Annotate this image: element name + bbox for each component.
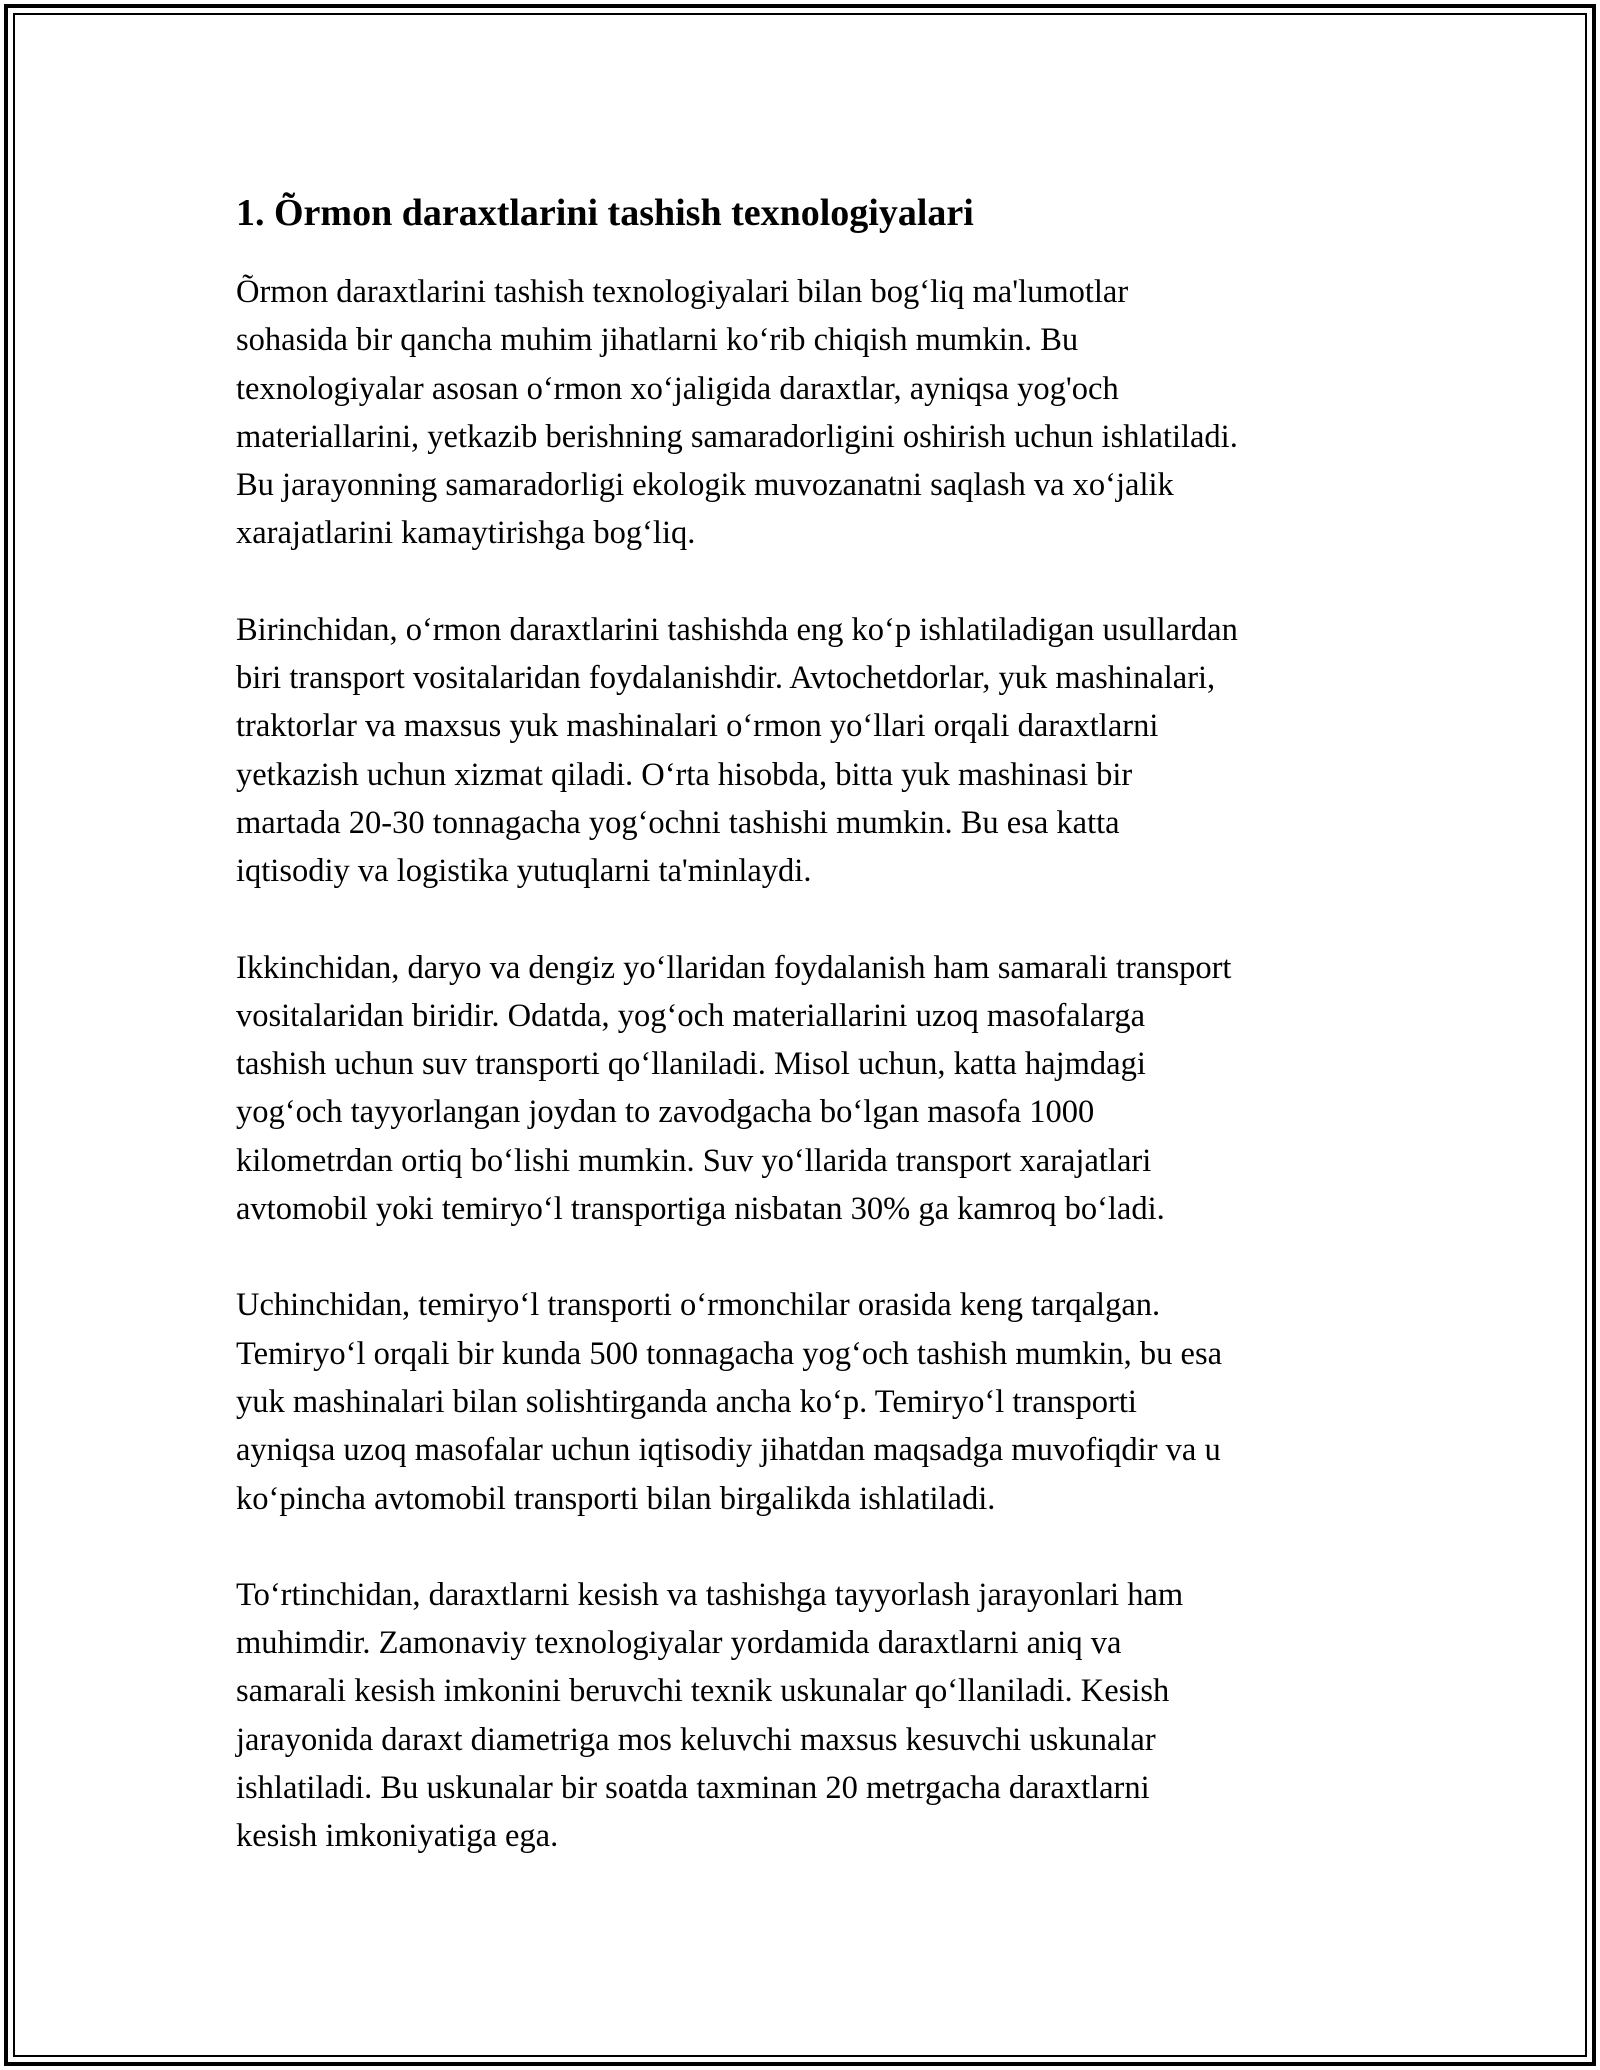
text-line: sohasida bir qancha muhim jihatlarni ko‘rib chiqish mumkin. Bu [236, 322, 1079, 359]
text-line: Temiryo‘l orqali bir kunda 500 tonnagacha yog‘och tashish mumkin, bu esa [236, 1335, 1223, 1372]
text-line: iqtisodiy va logistika yutuqlarni ta'minlaydi. [236, 853, 812, 890]
document-body [236, 188, 1396, 1909]
text-line: ko‘pincha avtomobil transporti bilan birgalikda ishlatiladi. [236, 1480, 996, 1517]
text-line: yetkazish uchun xizmat qiladi. O‘rta hisobda, bitta yuk mashinasi bir [236, 756, 1133, 793]
text-line: kilometrdan ortiq bo‘lishi mumkin. Suv yo‘llarida transport xarajatlari [236, 1142, 1152, 1179]
text-line: Ikkinchidan, daryo va dengiz yo‘llaridan foydalanish ham samarali transport [236, 949, 1232, 986]
paragraph-first [236, 606, 1396, 896]
text-line: To‘rtinchidan, daraxtlarni kesish va tashishga tayyorlash jarayonlari ham [236, 1576, 1184, 1613]
text-line: Bu jarayonning samaradorligi ekologik muvozanatni saqlash va xo‘jalik [236, 467, 1174, 504]
text-line: muhimdir. Zamonaviy texnologiyalar yordamida daraxtlarni aniq va [236, 1625, 1122, 1662]
text-line: traktorlar va maxsus yuk mashinalari o‘rmon yo‘llari orqali daraxtlarni [236, 708, 1159, 745]
page-title: 1. Õrmon daraxtlarini tashish texnologiyalari [236, 192, 974, 234]
text-line: Õrmon daraxtlarini tashish texnologiyalari bilan bog‘liq ma'lumotlar [236, 274, 1129, 310]
text-line: texnologiyalar asosan o‘rmon xo‘jaligida daraxtlar, ayniqsa yog'och [236, 370, 1119, 407]
text-line: tashish uchun suv transporti qo‘llaniladi. Misol uchun, katta hajmdagi [236, 1046, 1146, 1083]
paragraph-second [236, 944, 1396, 1234]
text-line: martada 20-30 tonnagacha yog‘ochni tashishi mumkin. Bu esa katta [236, 804, 1120, 841]
text-line: Birinchidan, o‘rmon daraxtlarini tashishda eng ko‘p ishlatiladigan usullardan [236, 611, 1238, 648]
text-line: ayniqsa uzoq masofalar uchun iqtisodiy jihatdan maqsadga muvofiqdir va u [236, 1432, 1221, 1469]
text-line: biri transport vositalaridan foydalanishdir. Avtochetdorlar, yuk mashinalari, [236, 660, 1216, 697]
text-line: yog‘och tayyorlangan joydan to zavodgacha bo‘lgan masofa 1000 [236, 1094, 1095, 1131]
text-line: avtomobil yoki temiryo‘l transportiga nisbatan 30% ga kamroq bo‘ladi. [236, 1191, 1165, 1228]
paragraph-intro [236, 268, 1396, 558]
text-line: Uchinchidan, temiryo‘l transporti o‘rmonchilar orasida keng tarqalgan. [236, 1287, 1161, 1324]
text-line: samarali kesish imkonini beruvchi texnik uskunalar qo‘llaniladi. Kesish [236, 1673, 1170, 1710]
text-line: xarajatlarini kamaytirishga bog‘liq. [236, 515, 696, 552]
text-line: yuk mashinalari bilan solishtirganda ancha ko‘p. Temiryo‘l transporti [236, 1383, 1137, 1420]
text-line: kesish imkoniyatiga ega. [236, 1818, 559, 1855]
text-line: ishlatiladi. Bu uskunalar bir soatda taxminan 20 metrgacha daraxtlarni [236, 1770, 1150, 1807]
text-line: materiallarini, yetkazib berishning samaradorligini oshirish uchun ishlatiladi. [236, 418, 1238, 455]
text-line: vositalaridan biridir. Odatda, yog‘och materiallarini uzoq masofalarga [236, 997, 1146, 1034]
paragraph-fourth [236, 1571, 1396, 1861]
paragraph-third [236, 1281, 1396, 1522]
text-line: jarayonida daraxt diametriga mos keluvchi maxsus kesuvchi uskunalar [236, 1721, 1156, 1758]
